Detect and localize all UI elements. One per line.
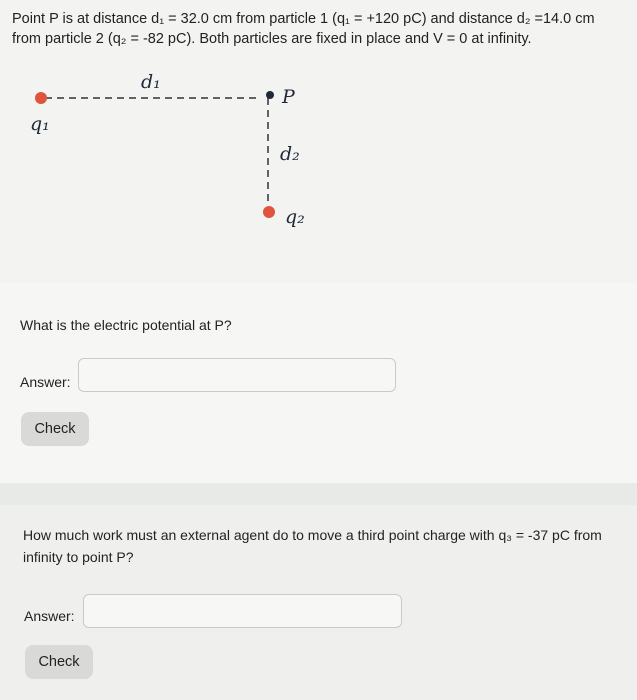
- check-2-button[interactable]: Check: [25, 645, 93, 679]
- problem-panel: [0, 0, 637, 283]
- q1-charge-dot: [35, 92, 47, 104]
- section-divider: [0, 483, 637, 505]
- point-p-dot: [266, 91, 274, 99]
- p-label: P: [282, 86, 295, 108]
- problem-statement: Point P is at distance d₁ = 32.0 cm from particle 1 (q₁ = +120 pC) and distance d₂ =14.0 cm from particle 2 (q₂ = -82 pC). Both particles are fixed in place and V = 0 at infinity.: [12, 11, 595, 47]
- question-2-text: How much work must an external agent do to move a third point charge with q₃ = -37 pC from infinity to point P?: [23, 527, 602, 565]
- answer-2-label: Answer:: [24, 608, 75, 624]
- q2-charge-dot: [263, 206, 275, 218]
- d2-label: d₂: [280, 143, 300, 165]
- question-1-panel: [0, 283, 637, 483]
- answer-1-label: Answer:: [20, 374, 71, 390]
- question-2-panel: [0, 505, 637, 700]
- check-1-button[interactable]: Check: [21, 412, 89, 446]
- question-1-text: What is the electric potential at P?: [20, 317, 232, 333]
- q1-label: q₁: [30, 113, 50, 135]
- answer-1-input[interactable]: [78, 358, 396, 392]
- q2-label: q₂: [285, 206, 305, 228]
- answer-2-input[interactable]: [83, 594, 402, 628]
- d1-label: d₁: [141, 71, 161, 93]
- charge-diagram: [0, 62, 330, 242]
